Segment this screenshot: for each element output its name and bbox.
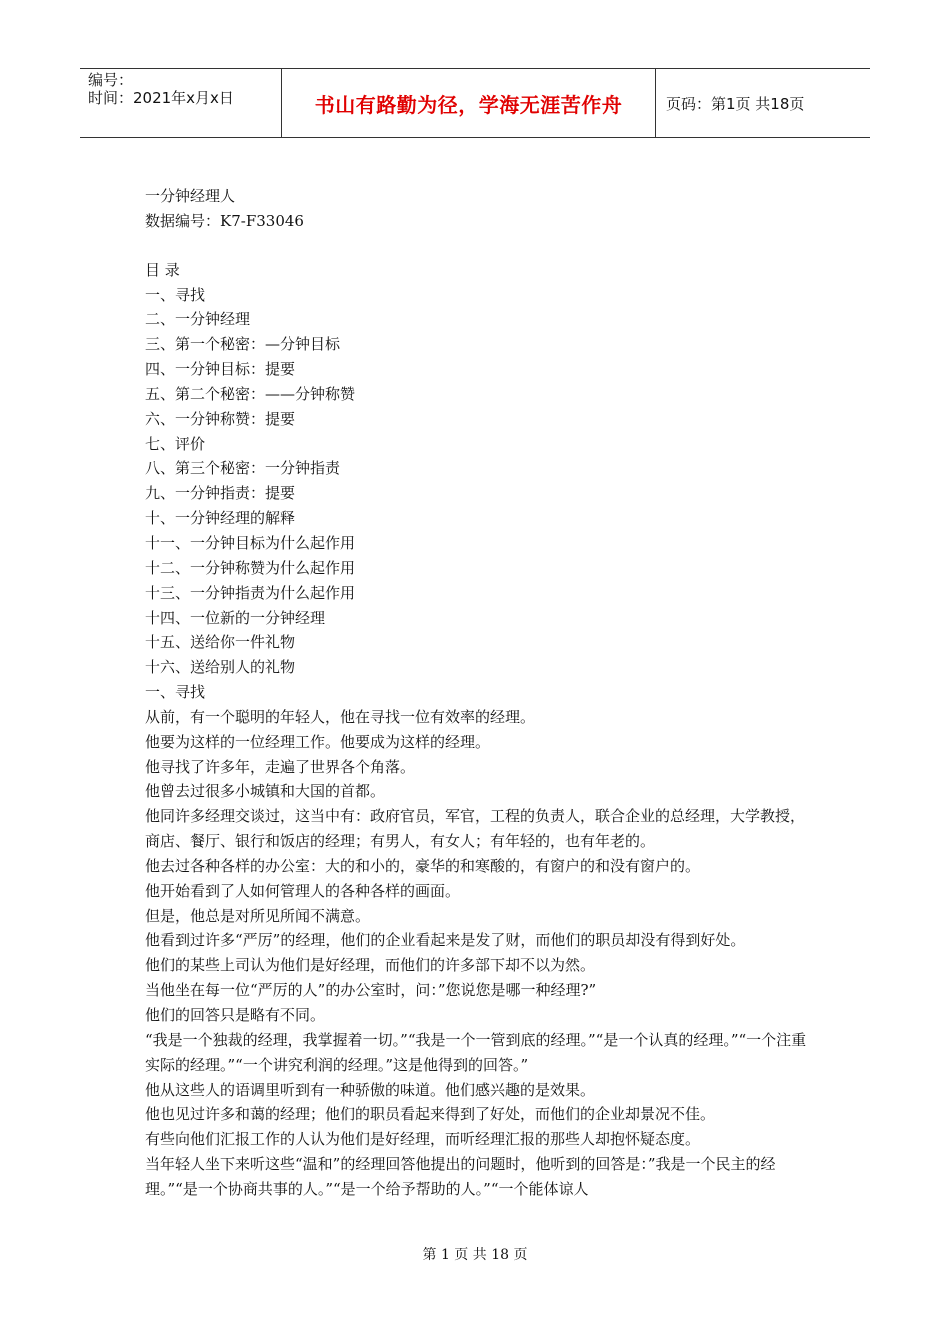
paragraph: 他曾去过很多小城镇和大国的首都。 [145, 782, 386, 801]
paragraph: 他从这些人的语调里听到有一种骄傲的味道。他们感兴趣的是效果。 [145, 1080, 596, 1099]
number-label: 编号： [88, 71, 134, 89]
toc-item: 三、第一个秘密：—分钟目标 [145, 335, 341, 354]
page-header [80, 68, 870, 138]
toc-item: 四、一分钟目标：提要 [145, 360, 296, 379]
paragraph: 从前，有一个聪明的年轻人，他在寻找一位有效率的经理。 [145, 707, 536, 726]
toc-item: 十六、送给别人的礼物 [145, 658, 296, 677]
paragraph: 他要为这样的一位经理工作。他要成为这样的经理。 [145, 732, 491, 751]
toc-item: 十三、一分钟指责为什么起作用 [145, 583, 356, 602]
toc-item: 六、一分钟称赞：提要 [145, 409, 296, 428]
toc-heading: 目 录 [145, 260, 180, 279]
paragraph: 当他坐在每一位“严厉的人”的办公室时，问：”您说您是哪一种经理?” [145, 981, 597, 1000]
toc-item: 一、寻找 [145, 285, 206, 304]
paragraph: 他去过各种各样的办公室：大的和小的，豪华的和寒酸的，有窗户的和没有窗户的。 [145, 856, 701, 875]
header-page-info: 页码：第1页 共18页 [666, 94, 805, 113]
paragraph: 他开始看到了人如何管理人的各种各样的画面。 [145, 881, 461, 900]
toc-item: 十四、一位新的一分钟经理 [145, 608, 326, 627]
time-label: 时间：2021年x月x日 [88, 89, 234, 107]
toc-item: 十二、一分钟称赞为什么起作用 [145, 558, 356, 577]
document-body [145, 184, 810, 1202]
toc-item: 二、一分钟经理 [145, 310, 251, 329]
paragraph: 有些向他们汇报工作的人认为他们是好经理，而听经理汇报的那些人却抱怀疑态度。 [145, 1130, 701, 1149]
paragraph: 他们的回答只是略有不同。 [145, 1006, 326, 1024]
paragraph: 当年轻人坐下来听这些“温和”的经理回答他提出的问题时，他听到的回答是：”我是一个民主的经理。”“是一个协商共事的人。”“是一个给予帮助的人。”“一个能体谅人 [145, 1155, 776, 1198]
toc-item: 九、一分钟指责：提要 [145, 484, 296, 503]
toc-item: 七、评价 [145, 434, 206, 453]
spacer [145, 234, 810, 258]
paragraph: 他们的某些上司认为他们是好经理，而他们的许多部下却不以为然。 [145, 956, 596, 975]
toc-item: 十、一分钟经理的解释 [145, 509, 296, 528]
paragraph: 他同许多经理交谈过，这当中有：政府官员，军官，工程的负责人，联合企业的总经理，大学教授，商店、餐厅、银行和饭店的经理；有男人，有女人；有年轻的，也有年老的。 [145, 807, 806, 851]
header-slogan: 书山有路勤为径，学海无涯苦作舟 [282, 69, 656, 137]
paragraph: 他也见过许多和蔼的经理；他们的职员看起来得到了好处，而他们的企业却景况不佳。 [145, 1105, 716, 1124]
paragraph: 他寻找了许多年，走遍了世界各个角落。 [145, 757, 416, 776]
toc-item: 十五、送给你一件礼物 [145, 633, 296, 652]
header-meta [80, 69, 282, 137]
toc-item: 五、第二个秘密：——分钟称赞 [145, 384, 356, 403]
page-footer: 第 1 页 共 18 页 [422, 1247, 528, 1263]
paragraph: 但是，他总是对所见所闻不满意。 [145, 906, 371, 925]
paragraph: “我是一个独裁的经理，我掌握着一切。”“我是一个一管到底的经理。”“是一个认真的经理。”“一个注重实际的经理。”“一个讲究利润的经理。”这是他得到的回答。” [145, 1030, 807, 1074]
section-heading: 一、寻找 [145, 683, 206, 702]
toc-item: 八、第三个秘密：一分钟指责 [145, 459, 341, 478]
paragraph: 他看到过许多“严厉”的经理，他们的企业看起来是发了财，而他们的职员却没有得到好处。 [145, 931, 746, 950]
toc-item: 十一、一分钟目标为什么起作用 [145, 533, 356, 552]
doc-data-id: 数据编号：K7-F33046 [145, 211, 304, 230]
doc-title: 一分钟经理人 [145, 187, 236, 205]
